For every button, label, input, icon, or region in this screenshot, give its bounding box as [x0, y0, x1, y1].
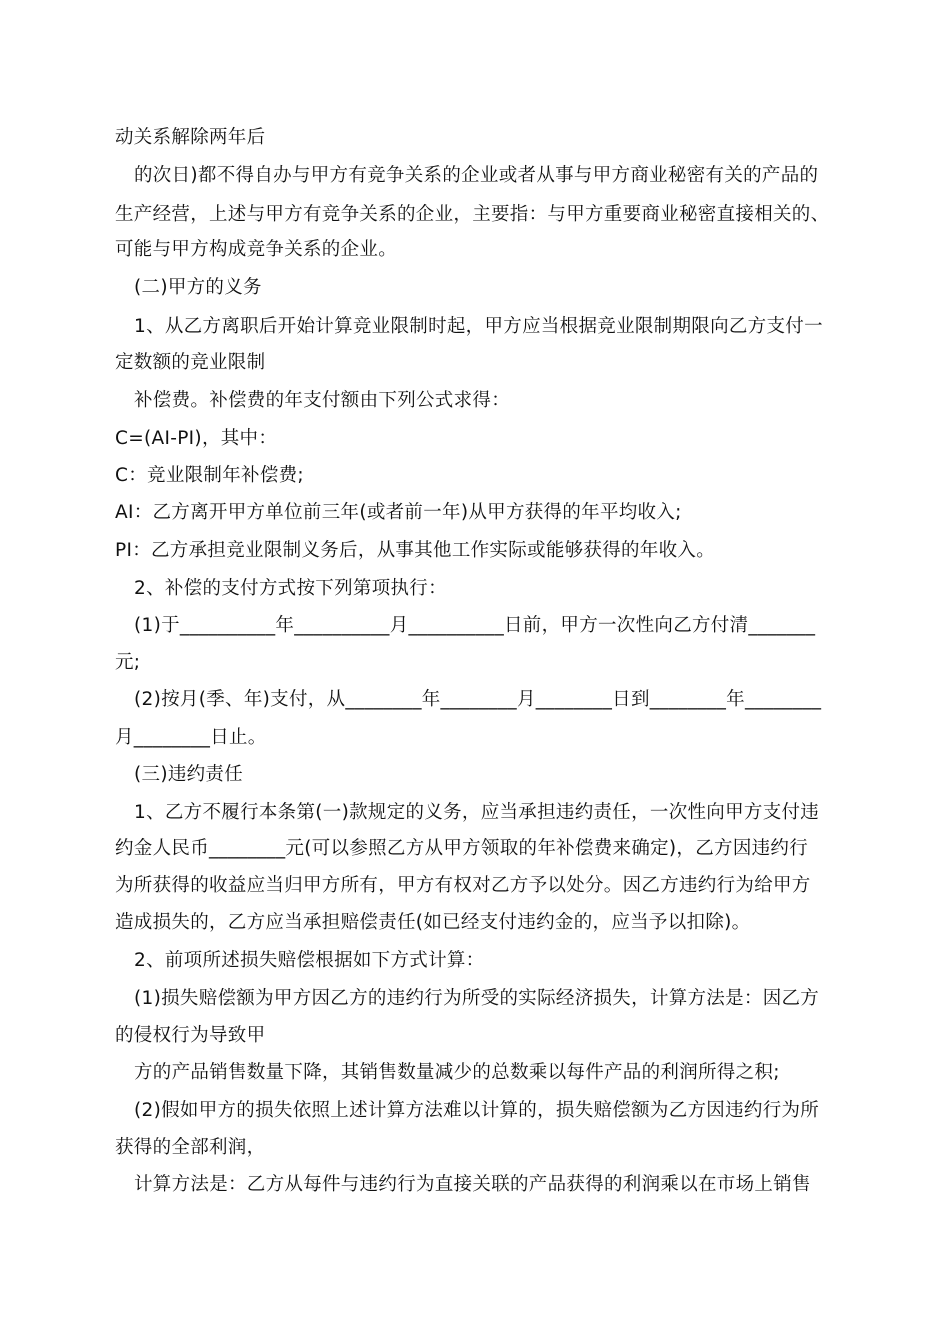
- text-line: 1、乙方不履行本条第(一)款规定的义务，应当承担违约责任，一次性向甲方支付违: [134, 802, 820, 823]
- text-line: PI：乙方承担竞业限制义务后，从事其他工作实际或能够获得的年收入。: [115, 540, 716, 561]
- text-line: AI：乙方离开甲方单位前三年(或者前一年)从甲方获得的年平均收入;: [115, 502, 682, 523]
- text-line: 可能与甲方构成竞争关系的企业。: [115, 239, 398, 260]
- text-line: 1、从乙方离职后开始计算竞业限制时起，甲方应当根据竞业限制期限向乙方支付一: [134, 316, 823, 337]
- section-heading: (二)甲方的义务: [134, 277, 262, 298]
- text-line: 获得的全部利润，: [115, 1137, 266, 1158]
- text-line: 2、补偿的支付方式按下列第项执行：: [134, 578, 447, 599]
- formula-line: C=(AI-PI)，其中：: [115, 428, 278, 449]
- text-line: 月________日止。: [115, 727, 267, 748]
- text-line: 的次日)都不得自办与甲方有竞争关系的企业或者从事与甲方商业秘密有关的产品的: [134, 165, 819, 186]
- text-line: 方的产品销售数量下降，其销售数量减少的总数乘以每件产品的利润所得之积;: [134, 1062, 780, 1083]
- text-line: 2、前项所述损失赔偿根据如下方式计算：: [134, 950, 485, 971]
- text-line: 为所获得的收益应当归甲方所有，甲方有权对乙方予以处分。因乙方违约行为给甲方: [115, 875, 811, 896]
- text-line: C：竞业限制年补偿费;: [115, 465, 304, 486]
- text-line: (2)按月(季、年)支付，从________年________月________日到________年________: [134, 689, 822, 710]
- text-line: (1)损失赔偿额为甲方因乙方的违约行为所受的实际经济损失，计算方法是：因乙方: [134, 988, 820, 1009]
- text-line: (1)于__________年__________月__________日前，甲方一次性向乙方付清_______: [134, 615, 816, 636]
- text-line: (2)假如甲方的损失依照上述计算方法难以计算的，损失赔偿额为乙方因违约行为所: [134, 1100, 820, 1121]
- text-line: 补偿费。补偿费的年支付额由下列公式求得：: [134, 390, 511, 411]
- text-line: 定数额的竞业限制: [115, 352, 266, 373]
- text-line: 生产经营，上述与甲方有竞争关系的企业，主要指：与甲方重要商业秘密直接相关的、: [115, 204, 830, 225]
- text-line: 元;: [115, 652, 141, 673]
- text-line: 造成损失的，乙方应当承担赔偿责任(如已经支付违约金的，应当予以扣除)。: [115, 912, 751, 933]
- text-line: 的侵权行为导致甲: [115, 1025, 266, 1046]
- text-line: 计算方法是：乙方从每件与违约行为直接关联的产品获得的利润乘以在市场上销售: [134, 1174, 811, 1195]
- text-line: 约金人民币________元(可以参照乙方从甲方领取的年补偿费来确定)，乙方因违约行: [115, 838, 809, 859]
- text-line: 动关系解除两年后: [115, 127, 266, 148]
- section-heading: (三)违约责任: [134, 764, 244, 785]
